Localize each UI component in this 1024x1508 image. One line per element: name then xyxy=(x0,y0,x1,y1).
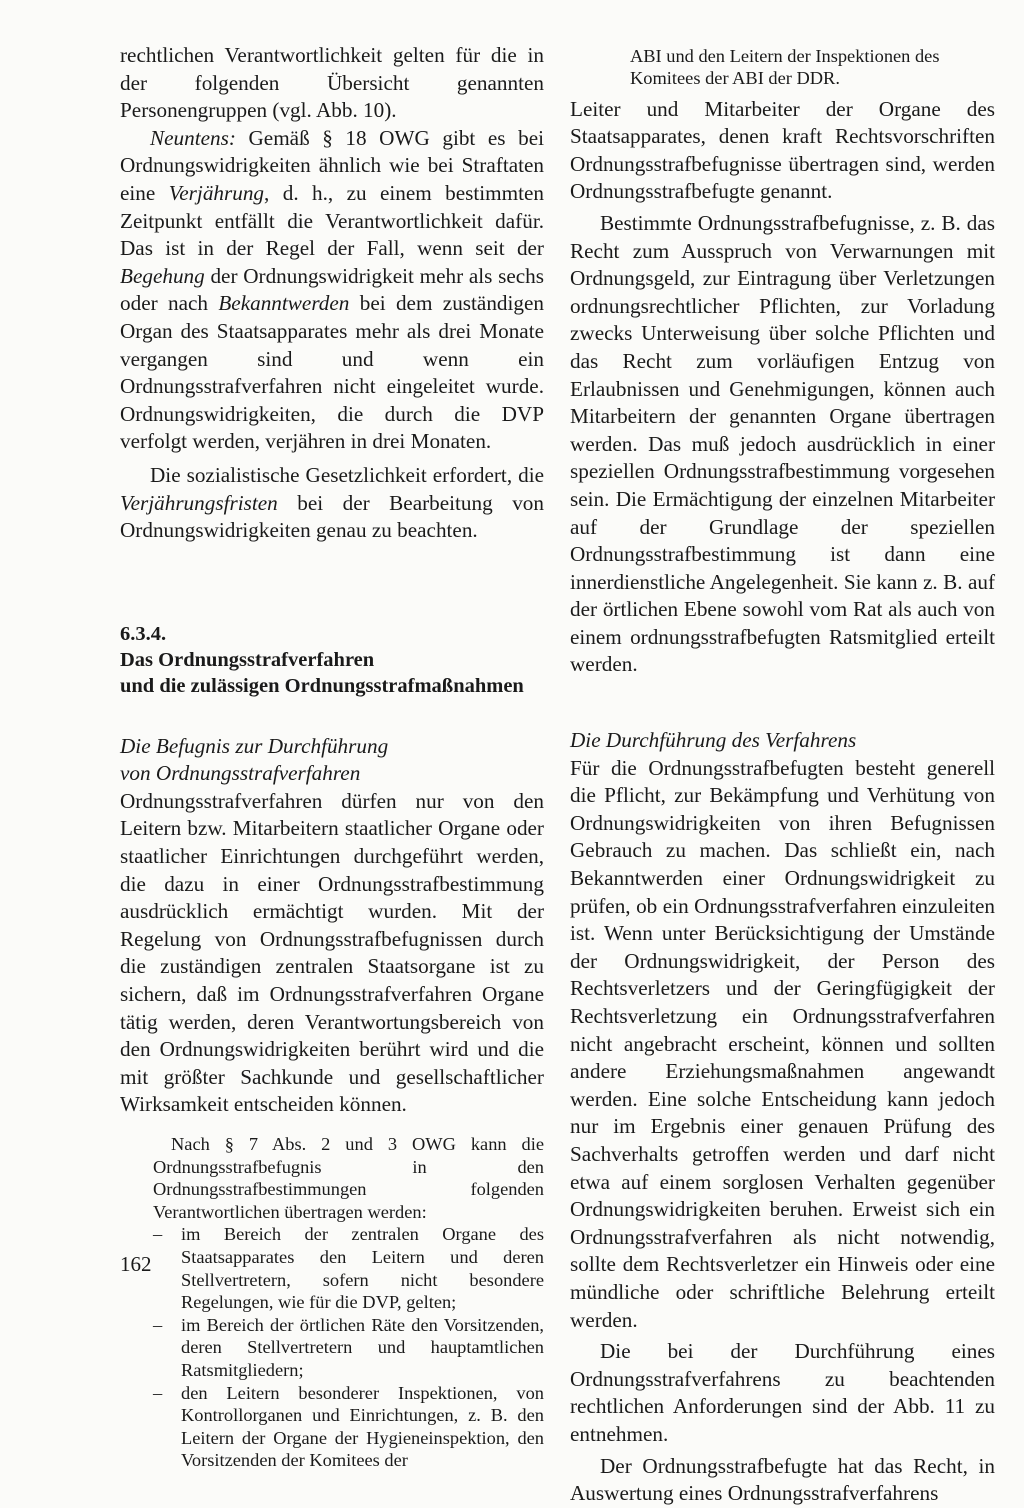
emphasis: Begehung xyxy=(120,263,205,288)
section-heading xyxy=(120,621,544,699)
list-item: – im Bereich der örtlichen Räte den Vorsitzenden, deren Stellvertretern und hauptamtlichen Ratsmitgliedern; xyxy=(153,1314,544,1382)
subheading: Die Durchführung des Verfahrens xyxy=(570,728,857,753)
text-run: , d. h., zu einem bestimmten Zeitpunkt entfällt die Verantwortlichkeit dafür. Das ist in der Regel der Fall, wenn seit der xyxy=(120,180,544,261)
text-run: bei dem zuständigen Organ des Staatsapparates mehr als drei Monate vergangen sind und wenn ein Ordnungsstrafverfahren nicht eingeleitet wurde. Ordnungswidrigkeiten, die durch die DVP verfolgt werden, verjähren in drei Monaten. xyxy=(120,291,544,454)
list-item: – im Bereich der zentralen Organe des Staatsapparates den Leitern und deren Stellvertretern, sofern nicht besondere Regelungen, wie für die DVP, gelten; xyxy=(153,1223,544,1313)
emphasis: Neuntens: xyxy=(150,125,236,150)
emphasis: Bekanntwerden xyxy=(218,291,350,316)
small-print-continuation: ABI und den Leitern der Inspektionen des Komitees der ABI der DDR. xyxy=(630,46,940,88)
text-run: Die sozialistische Gesetzlichkeit erfordert, die xyxy=(150,462,544,487)
subheading xyxy=(120,733,544,788)
emphasis: Verjährung xyxy=(168,180,265,205)
paragraph: rechtlichen Verantwortlichkeit gelten für die in der folgenden Übersicht genannten Personengruppen (vgl. Abb. 10). xyxy=(120,43,544,123)
right-column xyxy=(570,46,995,1508)
paragraph: Die bei der Durchführung eines Ordnungsstrafverfahrens zu beachtenden rechtlichen Anforderungen sind der Abb. 11 zu entnehmen. xyxy=(570,1339,995,1446)
section-number: 6.3.4. xyxy=(120,622,167,645)
left-column xyxy=(120,42,544,1472)
text-run: der Ordnungswidrigkeit mehr als sechs oder nach xyxy=(120,263,544,316)
emphasis: Verjährungsfristen xyxy=(120,490,278,515)
page-number: 162 xyxy=(120,1252,152,1276)
section-title: und die zulässigen Ordnungsstrafmaßnahmen xyxy=(120,674,524,697)
subheading-line: von Ordnungsstrafverfahren xyxy=(120,761,361,786)
paragraph xyxy=(120,125,544,456)
section-title: Das Ordnungsstrafverfahren xyxy=(120,648,375,671)
paragraph: Der Ordnungsstrafbefugte hat das Recht, in Auswertung eines Ordnungsstrafverfahrens xyxy=(570,1453,995,1506)
small-print-block xyxy=(153,1133,544,1472)
text-run: Gemäß § 18 OWG gibt es bei Ordnungswidrigkeiten ähnlich wie bei Straftaten eine xyxy=(120,125,544,205)
paragraph: Für die Ordnungsstrafbefugten besteht generell die Pflicht, zur Bekämpfung und Verhütung von Ordnungswidrigkeiten von ihren Befugnissen Gebrauch zu machen. Das schließt ein, nach Bekanntwerden einer Ordnungswidrigkeit zu prüfen, ob ein Ordnungsstrafverfahren einzuleiten ist. Wenn unter Berücksichtigung der Umstände der Ordnungswidrigkeit, der Person des Rechtsverletzers und der Geringfügigkeit der Rechtsverletzung ein Ordnungsstrafverfahren nicht angebracht erscheint, können und sollten andere Erziehungsmaßnahmen angewandt werden. Eine solche Entscheidung kann jedoch nur im Ergebnis einer genauen Prüfung des Sachverhalts getroffen werden und darf nicht etwa auf einem sorglosen Verhalten gegenüber Ordnungswidrigkeiten beruhen. Erweist sich ein Ordnungsstrafverfahren als nicht notwendig, sollte dem Rechtsverletzer ein Hinweis oder eine mündliche oder schriftliche Belehrung erteilt werden. xyxy=(570,755,995,1332)
paragraph: Ordnungsstrafverfahren dürfen nur von den Leitern bzw. Mitarbeitern staatlicher Organe oder staatlicher Einrichtungen durchgeführt werden, die dazu in einer Ordnungsstrafbestimmung ausdrücklich ermächtigt wurden. Mit der Regelung von Ordnungsstrafbefugnissen durch die zuständigen zentralen Staatsorgane ist zu sichern, daß im Ordnungsstrafverfahren Organe tätig werden, deren Verantwortungsbereich von den Ordnungswidrigkeiten berührt wird und die mit größter Sachkunde und gesellschaftlicher Wirksamkeit entscheiden können. xyxy=(120,788,544,1117)
subheading-line: Die Befugnis zur Durchführung xyxy=(120,733,389,758)
dash-list xyxy=(153,1223,544,1472)
paragraph: Bestimmte Ordnungsstrafbefugnisse, z. B. das Recht zum Ausspruch von Verwarnungen mit Ordnungsgeld, zur Eintragung über Verletzungen ordnungsrechtlicher Pflichten, zur Vorladung zwecks Unterweisung über solche Pflichten und das Recht zum vorläufigen Entzug von Erlaubnissen und Genehmigungen, können auch Mitarbeitern der genannten Organe übertragen werden. Das muß jedoch ausdrücklich in einer speziellen Ordnungsstrafbestimmung vorgesehen sein. Die Ermächtigung der einzelnen Mitarbeiter auf der Grundlage der speziellen Ordnungsstrafbestimmung ist dann eine innerdienstliche Angelegenheit. Sie kann z. B. auf der örtlichen Ebene sowohl vom Rat als auch von einem ordnungsstrafbefugten Ratsmitglied erteilt werden. xyxy=(570,210,995,677)
small-print-lead: Nach § 7 Abs. 2 und 3 OWG kann die Ordnungsstrafbefugnis in den Ordnungsstrafbestimmungen folgenden Verantwortlichen übertragen werden: xyxy=(153,1134,544,1222)
list-item: – den Leitern besonderer Inspektionen, von Kontrollorganen und Einrichtungen, z. B. den Leitern der Organe der Hygieneinspektion, den Vorsitzenden der Komitees der xyxy=(153,1382,544,1472)
paragraph: Leiter und Mitarbeiter der Organe des Staatsapparates, denen kraft Rechtsvorschriften Ordnungsstrafbefugnisse übertragen sind, werden Ordnungsstrafbefugte genannt. xyxy=(570,96,995,204)
text-run: bei der Bearbeitung von Ordnungswidrigkeiten genau zu beachten. xyxy=(120,490,544,543)
paragraph xyxy=(120,462,544,545)
